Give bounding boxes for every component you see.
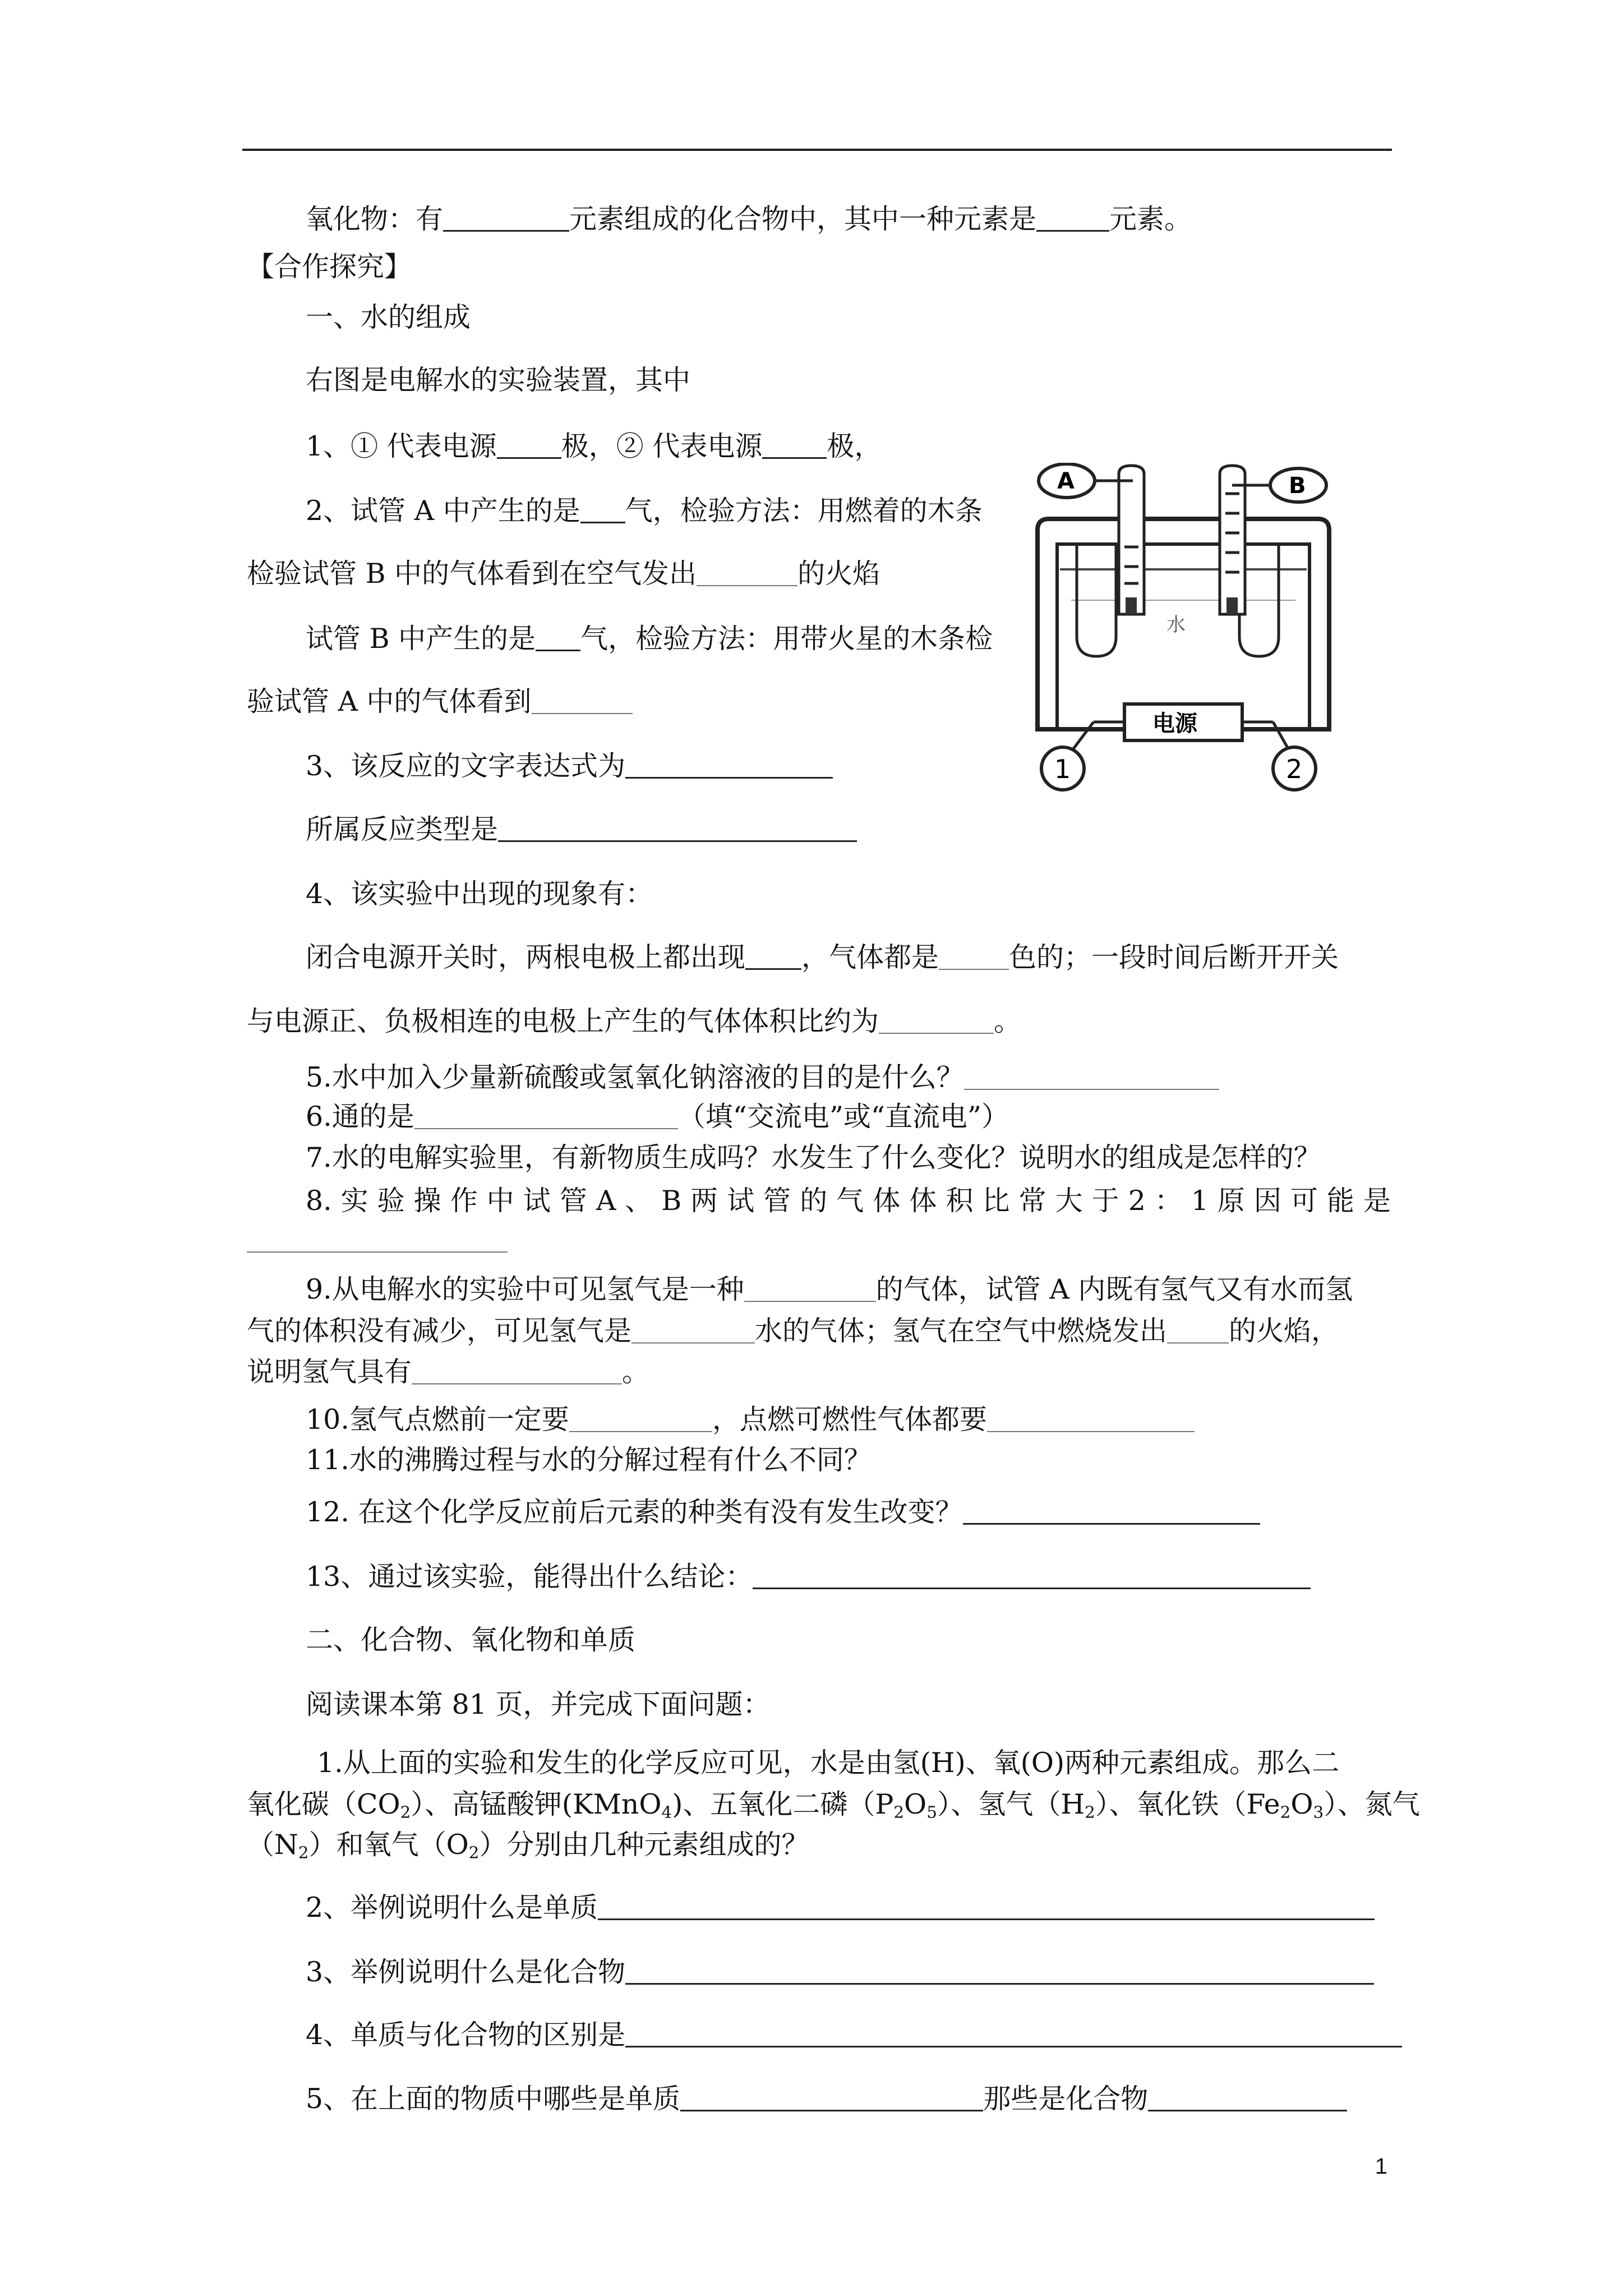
- question-9c: 说明氢气具有 。: [247, 1356, 650, 1388]
- water-label: 水: [1166, 614, 1186, 636]
- question-2d: 验试管 A 中的气体看到: [247, 684, 633, 719]
- blank[interactable]: [939, 941, 1009, 970]
- part-1c: $(N_2)$和氧气$(O_2)$分别由几种元素组成的？: [247, 1829, 809, 1862]
- question-8: 8. 实 验 操 作 中 试 管 A 、 B 两 试 管 的 气 体 体 积 比 常 大 于 2 ： 1 原 因 可 能 是: [306, 1185, 1391, 1217]
- oxide-definition: 氧化物：有 元素组成的化合物中，其中一种元素是 元素。: [306, 203, 1192, 235]
- svg-text:B: B: [1289, 473, 1306, 499]
- blank[interactable]: [497, 430, 561, 459]
- subsection-title-2: 二、化合物、氧化物和单质: [306, 1624, 636, 1656]
- blank[interactable]: [414, 1101, 678, 1129]
- blank[interactable]: [631, 1315, 755, 1343]
- intro-text: 右图是电解水的实验装置，其中: [306, 364, 691, 396]
- blank[interactable]: [536, 622, 580, 651]
- part-3: 3、举例说明什么是化合物: [306, 1955, 1391, 1990]
- test-tube-a: [1119, 466, 1144, 614]
- blank[interactable]: [532, 685, 633, 714]
- part-1a: 1.从上面的实验和发生的化学反应可见，水是由氢(H)、氧(O)两种元素组成。那么二: [317, 1747, 1340, 1779]
- question-4b: 与电源正、负极相连的电极上产生的气体体积比约为 。: [247, 1005, 1022, 1037]
- question-4a: 闭合电源开关时，两根电极上都出现 ，气体都是 色的；一段时间后断开开关: [306, 941, 1339, 973]
- section-heading: 【合作探究】: [247, 251, 412, 283]
- blank[interactable]: [762, 430, 827, 459]
- blank[interactable]: [964, 1061, 1219, 1090]
- question-13: 13、通过该实验，能得出什么结论：: [306, 1559, 1311, 1594]
- test-tube-b: [1220, 466, 1245, 614]
- subsection-title: 一、水的组成: [306, 301, 471, 333]
- blank[interactable]: [498, 813, 857, 842]
- question-2b: 检验试管 B 中的气体看到在空气发出 的火焰: [247, 558, 880, 590]
- page-number: 1: [1375, 2154, 1387, 2179]
- question-9a: 9.从电解水的实验中可见氢气是一种 的气体，试管 A 内既有氢气又有水而氢: [306, 1273, 1353, 1305]
- blank[interactable]: [443, 203, 569, 232]
- svg-text:2: 2: [1286, 754, 1303, 784]
- electrode-b: [1227, 597, 1238, 614]
- blank[interactable]: [753, 1560, 1311, 1589]
- question-2a: 2、试管 A 中产生的是 气，检验方法：用燃着的木条: [306, 495, 983, 527]
- blank[interactable]: [625, 2018, 1402, 2047]
- blank[interactable]: [745, 941, 801, 970]
- svg-text:1: 1: [1054, 754, 1071, 784]
- svg-text:A: A: [1057, 468, 1075, 494]
- blank[interactable]: [580, 494, 625, 523]
- blank[interactable]: [1036, 203, 1109, 232]
- question-6: 6.通的是 （填“交流电”或“直流电”）: [306, 1101, 1009, 1133]
- electrode-a: [1126, 597, 1137, 614]
- question-11: 11.水的沸腾过程与水的分解过程有什么不同？: [306, 1444, 872, 1476]
- question-9b: 气的体积没有减少，可见氢气是 水的气体；氢气在空气中燃烧发出 的火焰，: [247, 1315, 1339, 1347]
- question-10: 10.氢气点燃前一定要 ，点燃可燃性气体都要: [306, 1402, 1195, 1437]
- reading-instruction: 阅读课本第 81 页，并完成下面问题：: [306, 1688, 771, 1720]
- blank[interactable]: [569, 1404, 712, 1432]
- blank[interactable]: [879, 1005, 994, 1034]
- question-3a: 3、该反应的文字表达式为: [306, 749, 833, 784]
- blank[interactable]: [744, 1273, 876, 1302]
- blank[interactable]: [697, 558, 797, 586]
- question-8-blank: [247, 1223, 508, 1258]
- part-1b: 氧化碳$(CO_2)$、高锰酸钾(KMnO$_4$)、五氧化二磷$(P_2O_5)$、氢气$(H_2)$、氧化铁$(Fe_2O_3)$、氮气: [247, 1788, 1420, 1822]
- question-4: 4、该实验中出现的现象有：: [306, 878, 653, 910]
- blank[interactable]: [625, 749, 833, 779]
- question-3b: 所属反应类型是: [306, 812, 857, 847]
- question-5: 5.水中加入少量新硫酸或氢氧化钠溶液的目的是什么？: [306, 1060, 1219, 1095]
- power-label: 电源: [1152, 711, 1197, 737]
- blank[interactable]: [247, 1224, 508, 1253]
- blank[interactable]: [963, 1496, 1260, 1525]
- blank[interactable]: [412, 1356, 622, 1384]
- question-2c: 试管 B 中产生的是 气，检验方法：用带火星的木条检: [306, 623, 993, 655]
- part-2: 2、举例说明什么是单质: [306, 1890, 1391, 1925]
- blank[interactable]: [987, 1404, 1195, 1432]
- question-12: 12. 在这个化学反应前后元素的种类有没有发生改变？: [306, 1495, 1260, 1530]
- tank-inner: [1057, 544, 1310, 729]
- part-5: 5、在上面的物质中哪些是单质 那些是化合物: [306, 2082, 1347, 2116]
- question-7: 7.水的电解实验里，有新物质生成吗？水发生了什么变化？说明水的组成是怎样的？: [306, 1142, 1321, 1174]
- blank[interactable]: [625, 1955, 1374, 1985]
- header-rule: [242, 149, 1392, 151]
- blank[interactable]: [598, 1891, 1375, 1920]
- blank[interactable]: [1167, 1315, 1229, 1343]
- blank[interactable]: [1148, 2082, 1347, 2111]
- question-1: 1、① 代表电源 极，② 代表电源 极，: [306, 430, 882, 462]
- part-4: 4、单质与化合物的区别是: [306, 2018, 1391, 2053]
- blank[interactable]: [680, 2082, 983, 2111]
- electrolysis-apparatus-figure: [1026, 463, 1340, 794]
